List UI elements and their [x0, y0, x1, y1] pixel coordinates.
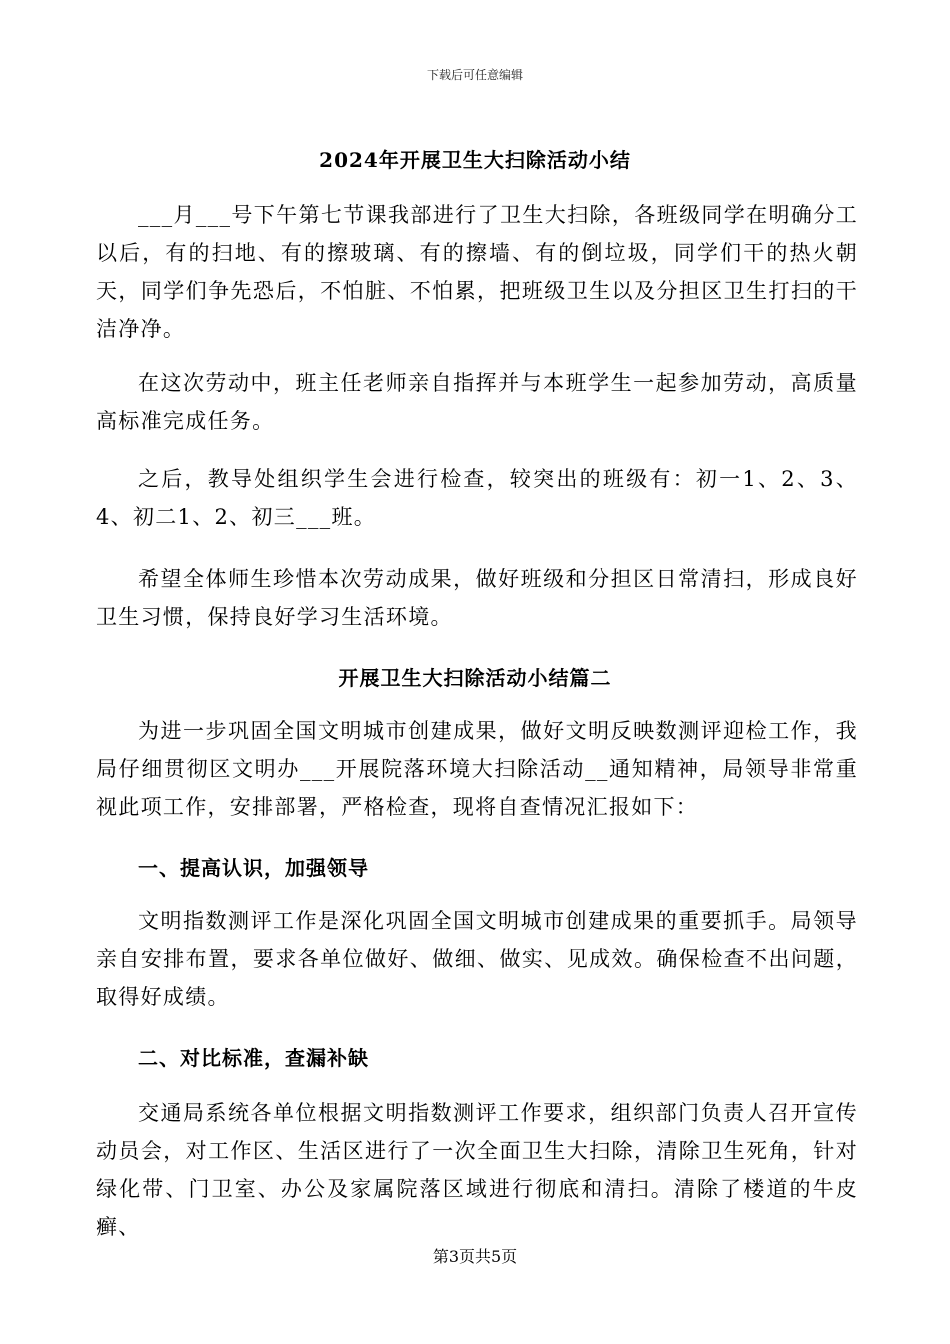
paragraph-4: 希望全体师生珍惜本次劳动成果，做好班级和分担区日常清扫，形成良好卫生习惯，保持良好学习生活环境。 — [96, 567, 858, 629]
subheading-2-paragraph: 交通局系统各单位根据文明指数测评工作要求，组织部门负责人召开宣传动员会，对工作区、生活区进行了一次全面卫生大扫除，清除卫生死角，针对绿化带、门卫室、办公及家属院落区域进行彻底和清扫。清除了楼道的牛皮癣、 — [96, 1101, 858, 1239]
subheading-1: 一、提高认识，加强领导 — [138, 856, 369, 880]
subheading-2: 二、对比标准，查漏补缺 — [138, 1046, 369, 1070]
header-note: 下载后可任意编辑 — [426, 68, 523, 82]
paragraph-3: 之后，教导处组织学生会进行检查，较突出的班级有：初一1、2、3、4、初二1、2、初三___班。 — [96, 467, 858, 529]
document-title: 2024年开展卫生大扫除活动小结 — [319, 148, 631, 172]
section2-intro: 为进一步巩固全国文明城市创建成果，做好文明反映数测评迎检工作，我局仔细贯彻区文明办___开展院落环境大扫除活动__通知精神，局领导非常重视此项工作，安排部署，严格检查，现将自查情况汇报如下： — [96, 719, 858, 819]
section-title: 开展卫生大扫除活动小结篇二 — [338, 666, 612, 690]
paragraph-2: 在这次劳动中，班主任老师亲自指挥并与本班学生一起参加劳动，高质量高标准完成任务。 — [96, 371, 858, 433]
paragraph-1: ___月___号下午第七节课我部进行了卫生大扫除，各班级同学在明确分工以后，有的扫地、有的擦玻璃、有的擦墙、有的倒垃圾，同学们干的热火朝天，同学们争先恐后，不怕脏、不怕累，把班级卫生以及分担区卫生打扫的干洁净净。 — [96, 203, 858, 341]
page-number: 第3页共5页 — [432, 1247, 518, 1266]
subheading-1-paragraph: 文明指数测评工作是深化巩固全国文明城市创建成果的重要抓手。局领导亲自安排布置，要求各单位做好、做细、做实、见成效。确保检查不出问题，取得好成绩。 — [96, 909, 858, 1009]
